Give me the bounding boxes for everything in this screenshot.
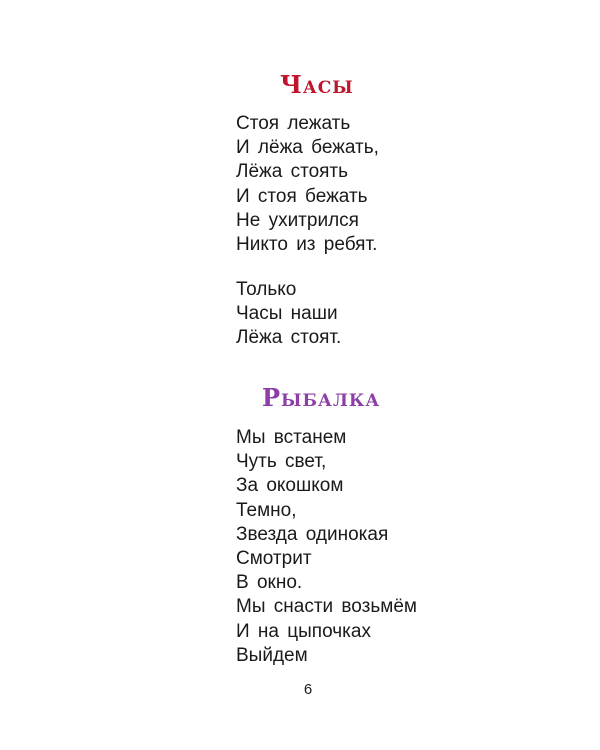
verse-line: И на цыпочках: [236, 620, 371, 642]
poem-title-chasy: Часы: [280, 70, 354, 99]
verse-line: И лёжа бежать,: [236, 137, 379, 159]
verse-line: Лёжа стоять: [236, 161, 349, 183]
verse-line: Выйдем: [236, 644, 308, 666]
verse-line: Часы наши: [236, 303, 338, 325]
verse-line: Чуть свет,: [236, 451, 327, 473]
verse-line: В окно.: [236, 572, 303, 594]
verse-line: Смотрит: [236, 547, 312, 569]
verse-line: Лёжа стоят.: [236, 327, 342, 349]
verse-line: Стоя лежать: [236, 113, 351, 134]
stanza: [236, 426, 417, 668]
verse-line: Звезда одинокая: [236, 523, 389, 545]
verse-line: И стоя бежать: [236, 185, 368, 207]
page-number: 6: [303, 681, 313, 698]
poem-title-rybalka: Рыбалка: [262, 383, 381, 412]
verse-line: Только: [236, 279, 297, 300]
verse-line: Мы встанем: [236, 427, 347, 448]
stanza: [236, 112, 379, 257]
verse-line: За окошком: [236, 475, 344, 497]
verse-line: Темно,: [236, 499, 297, 521]
verse-line: Мы снасти возьмём: [236, 596, 417, 618]
verse-line: Не ухитрился: [236, 209, 359, 231]
stanza: [236, 278, 341, 351]
verse-line: Никто из ребят.: [236, 233, 378, 255]
